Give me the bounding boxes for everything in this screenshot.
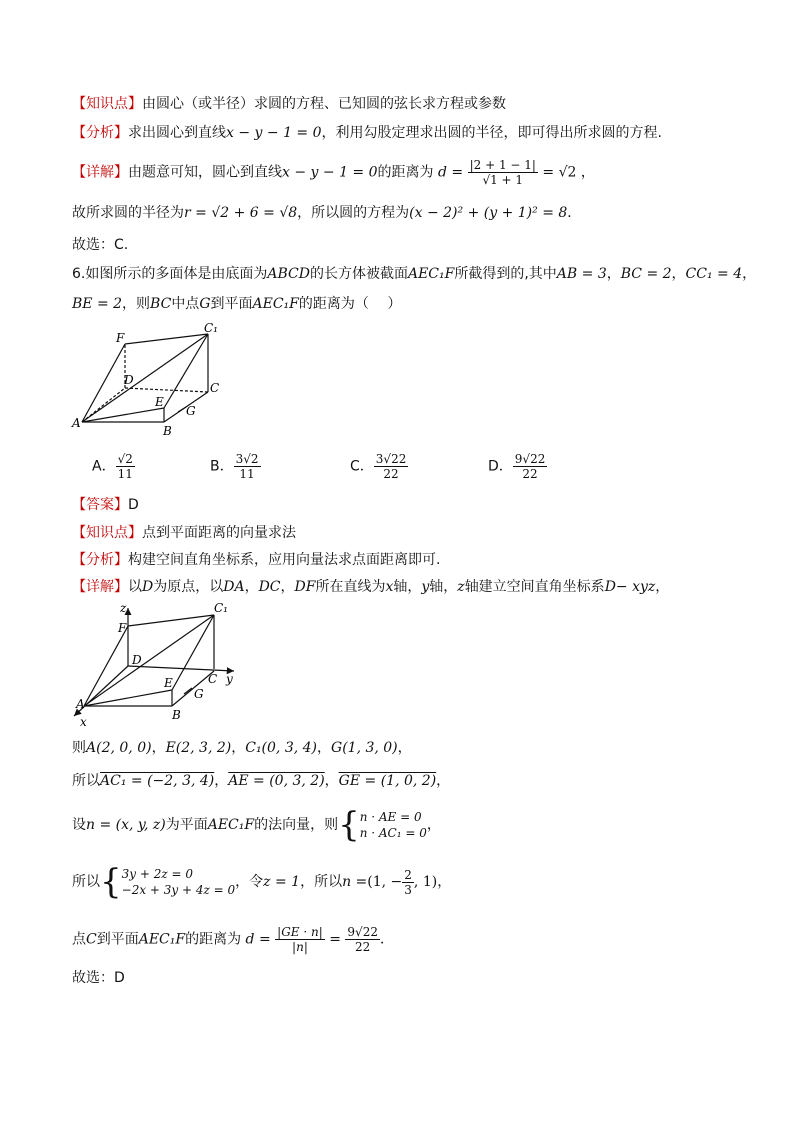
edge-DC-hidden [125, 388, 208, 392]
coordinate-figure [68, 598, 248, 730]
equals-sign: = [329, 931, 341, 948]
label-A: A [72, 416, 81, 430]
brace: { [338, 805, 360, 845]
normal-fraction [402, 868, 414, 897]
option-letter: B． [210, 458, 234, 475]
question-text: 6.如图所示的多面体是由底面为 [72, 266, 268, 282]
comma: ， [280, 579, 295, 595]
label-B: B [172, 708, 181, 722]
label-E: E [155, 395, 164, 409]
comma: ， [437, 874, 452, 890]
distance-line [72, 925, 394, 954]
label-F: F [116, 331, 125, 345]
question-text: ，则 [122, 296, 151, 312]
vector-AE: AE = (0, 3, 2) [228, 773, 325, 789]
answer-line-prev: 故选：C. [72, 237, 129, 253]
vector-GE: GE = (1, 0, 2) [338, 773, 437, 789]
normal-vector-symbol: n = [342, 874, 368, 890]
math-plane: AEC₁F [252, 296, 299, 312]
edge-AF [84, 626, 128, 706]
option-d[interactable] [488, 452, 547, 481]
math-z: z [457, 579, 465, 595]
normal-vector: n = (x, y, z) [86, 817, 166, 833]
coord-A: A(2, 0, 0) [86, 740, 152, 756]
detail-text: 轴， [393, 579, 422, 595]
detail-text: 以 [128, 579, 142, 595]
fraction-denominator: 22 [522, 467, 538, 481]
line-equation: x − y − 1 = 0 [226, 125, 322, 141]
period: ． [379, 931, 394, 948]
analysis-line [72, 550, 440, 570]
option-fraction [234, 452, 261, 481]
knowledge-tag: 【知识点】 [72, 525, 142, 541]
system-text: ，所以 [300, 874, 343, 890]
distance-text: 的距离为 [185, 931, 242, 948]
question-text: 的长方体被截面 [309, 266, 408, 282]
comma: ， [214, 773, 229, 789]
label-C: C [208, 672, 218, 686]
question-text: 的距离为（ ） [298, 296, 402, 312]
math-coordinate-system: D− xyz [604, 579, 656, 595]
coord-E: E(2, 3, 2) [165, 740, 232, 756]
vectors-line [72, 771, 450, 791]
knowledge-text: 由圆心（或半径）求圆的方程、已知圆的弦长求方程或参数 [142, 96, 506, 112]
fraction-denominator: 11 [117, 467, 133, 481]
edge-AE [82, 408, 164, 422]
label-D: D [132, 653, 142, 667]
distance-symbol: d = [245, 931, 271, 948]
math-BC: BC = 2 [620, 266, 672, 282]
analysis-line-prev [72, 123, 662, 143]
distance-symbol: d = [437, 164, 464, 181]
edge-AE [84, 690, 172, 706]
edge-AF [82, 344, 125, 422]
math-DA: DA [223, 579, 245, 595]
fraction-numerator: √2 [117, 452, 133, 466]
comma: ， [244, 579, 259, 595]
math-ABCD: ABCD [267, 266, 310, 282]
question-text: 所截得到的,其中 [454, 266, 557, 282]
math-DF: DF [294, 579, 316, 595]
fraction-denominator: 22 [355, 940, 371, 954]
math-CC1: CC₁ = 4 [685, 266, 743, 282]
math-BE: BE = 2 [72, 296, 123, 312]
system-line [72, 862, 452, 902]
fraction-denominator: 22 [383, 467, 399, 481]
option-b[interactable] [210, 452, 261, 481]
math-z-value: z = 1 [263, 874, 301, 890]
question-text: 中点 [171, 296, 200, 312]
edge-G-mark [178, 407, 186, 412]
radius-line [72, 203, 581, 223]
fraction-numerator: 3√22 [375, 452, 407, 466]
normal-eq-2: n · AC₁ = 0 [359, 826, 427, 840]
normal-system [360, 809, 427, 841]
coordinates-line [72, 738, 412, 758]
option-letter: D． [488, 458, 513, 475]
detail-text: 由题意可知，圆心到直线 [128, 164, 282, 181]
option-a[interactable] [92, 452, 135, 481]
detail-text: 为原点，以 [153, 579, 224, 595]
final-answer-line: 故选：D [72, 970, 125, 986]
fraction-numerator: 2 [404, 867, 412, 882]
comma: ， [606, 266, 621, 282]
system-eq-2: −2x + 3y + 4z = 0 [121, 883, 236, 897]
normal-text: 的法向量，则 [254, 817, 339, 833]
label-y: y [226, 672, 233, 686]
distance-fraction [275, 925, 325, 954]
option-letter: A． [92, 458, 116, 475]
question-line-2 [72, 294, 401, 314]
comma: ， [436, 773, 451, 789]
fraction-numerator: |2 + 1 − 1| [469, 158, 536, 172]
option-c[interactable] [350, 452, 408, 481]
math-D: D [142, 579, 154, 595]
vectors-text: 所以 [72, 773, 100, 789]
polyhedron-figure [70, 322, 230, 440]
answer-line [72, 495, 139, 515]
knowledge-line [72, 523, 296, 543]
comma: ， [317, 740, 332, 756]
radius-equation: r = √2 + 6 = √8 [184, 205, 298, 221]
detail-text: 轴建立空间直角坐标系 [464, 579, 605, 595]
detail-text: 所在直线为 [315, 579, 386, 595]
answer-value: D [128, 497, 139, 513]
math-plane: AEC₁F [407, 266, 455, 282]
label-D: D [124, 373, 134, 387]
normal-value-part: (1, − [367, 874, 403, 890]
label-G: G [194, 687, 204, 701]
brace: { [100, 862, 122, 902]
option-letter: C． [350, 458, 374, 475]
system-text: ，令 [235, 874, 264, 890]
fraction-numerator: 9√22 [347, 925, 378, 939]
line-equation: x − y − 1 = 0 [282, 164, 378, 181]
label-C1: C₁ [214, 601, 228, 615]
fraction-numerator: |GE · n| [277, 925, 323, 939]
label-B: B [163, 424, 172, 438]
coord-C1: C₁(0, 3, 4) [245, 740, 318, 756]
knowledge-text: 点到平面距离的向量求法 [142, 525, 296, 541]
math-AB: AB = 3 [556, 266, 607, 282]
vector-AC1: AC₁ = (−2, 3, 4) [100, 773, 215, 789]
option-fraction [513, 452, 548, 481]
math-x: x [385, 579, 394, 595]
comma: ， [655, 579, 670, 595]
question-line-1 [72, 264, 756, 284]
detail-tag: 【详解】 [72, 579, 128, 595]
fraction-numerator: 3√2 [235, 452, 259, 466]
normal-eq-1: n · AE = 0 [359, 810, 422, 824]
fraction-numerator: 9√22 [514, 452, 546, 466]
question-text: 到平面 [210, 296, 253, 312]
comma: ， [742, 266, 757, 282]
comma: ， [671, 266, 686, 282]
fraction-denominator: √1 + 1 [482, 173, 524, 187]
radius-text: ，所以圆的方程为 [297, 205, 410, 221]
period: ． [567, 205, 582, 221]
comma: ， [151, 740, 166, 756]
fraction-denominator: 3 [404, 882, 412, 897]
distance-fraction [468, 158, 538, 187]
analysis-text: 求出圆心到直线 [128, 125, 226, 141]
math-G: G [199, 296, 211, 312]
answer-tag: 【答案】 [72, 497, 128, 513]
label-C: C [210, 381, 220, 395]
system-text: 所以 [72, 874, 100, 890]
label-x: x [80, 715, 87, 729]
label-G: G [186, 404, 196, 418]
math-DC: DC [258, 579, 281, 595]
comma: ， [324, 773, 339, 789]
detail-tag: 【详解】 [72, 164, 128, 181]
normal-vector-line [72, 805, 441, 845]
radius-text: 故所求圆的半径为 [72, 205, 184, 221]
label-F: F [118, 621, 127, 635]
detail-line [72, 577, 669, 597]
fraction-denominator: |n| [292, 940, 308, 954]
label-A: A [76, 697, 85, 711]
option-fraction [374, 452, 409, 481]
label-E: E [164, 676, 173, 690]
fraction-denominator: 11 [239, 467, 255, 481]
circle-equation: (x − 2)² + (y + 1)² = 8 [409, 205, 568, 221]
distance-text: 到平面 [96, 931, 139, 948]
comma: ， [231, 740, 246, 756]
math-C: C [86, 931, 97, 948]
math-BC: BC [150, 296, 172, 312]
normal-value-part: , 1) [413, 874, 438, 890]
math-plane: AEC₁F [207, 817, 255, 833]
coords-text: 则 [72, 740, 86, 756]
analysis-text: 构建空间直角坐标系，应用向量法求点面距离即可. [128, 552, 441, 568]
normal-text: 为平面 [165, 817, 208, 833]
math-y: y [421, 579, 430, 595]
distance-result: = √2 ， [542, 164, 595, 181]
distance-result-fraction [345, 925, 380, 954]
detail-text: 轴， [429, 579, 458, 595]
option-fraction [116, 452, 135, 481]
distance-text: 点 [72, 931, 86, 948]
analysis-tag: 【分析】 [72, 552, 128, 568]
knowledge-line-prev [72, 94, 506, 114]
label-C1: C₁ [204, 322, 218, 335]
system-eq-1: 3y + 2z = 0 [121, 867, 194, 881]
comma: ， [397, 740, 412, 756]
analysis-text: ，利用勾股定理求出圆的半径，即可得出所求圆的方程. [321, 125, 662, 141]
detail-line-prev [72, 158, 595, 187]
label-z: z [120, 601, 127, 615]
knowledge-tag: 【知识点】 [72, 96, 142, 112]
y-axis [128, 666, 234, 671]
analysis-tag: 【分析】 [72, 125, 128, 141]
equation-system [122, 866, 236, 898]
math-plane: AEC₁F [138, 931, 186, 948]
detail-text: 的距离为 [377, 164, 434, 181]
normal-text: 设 [72, 817, 86, 833]
comma: ， [426, 817, 441, 833]
coord-G: G(1, 3, 0) [331, 740, 398, 756]
